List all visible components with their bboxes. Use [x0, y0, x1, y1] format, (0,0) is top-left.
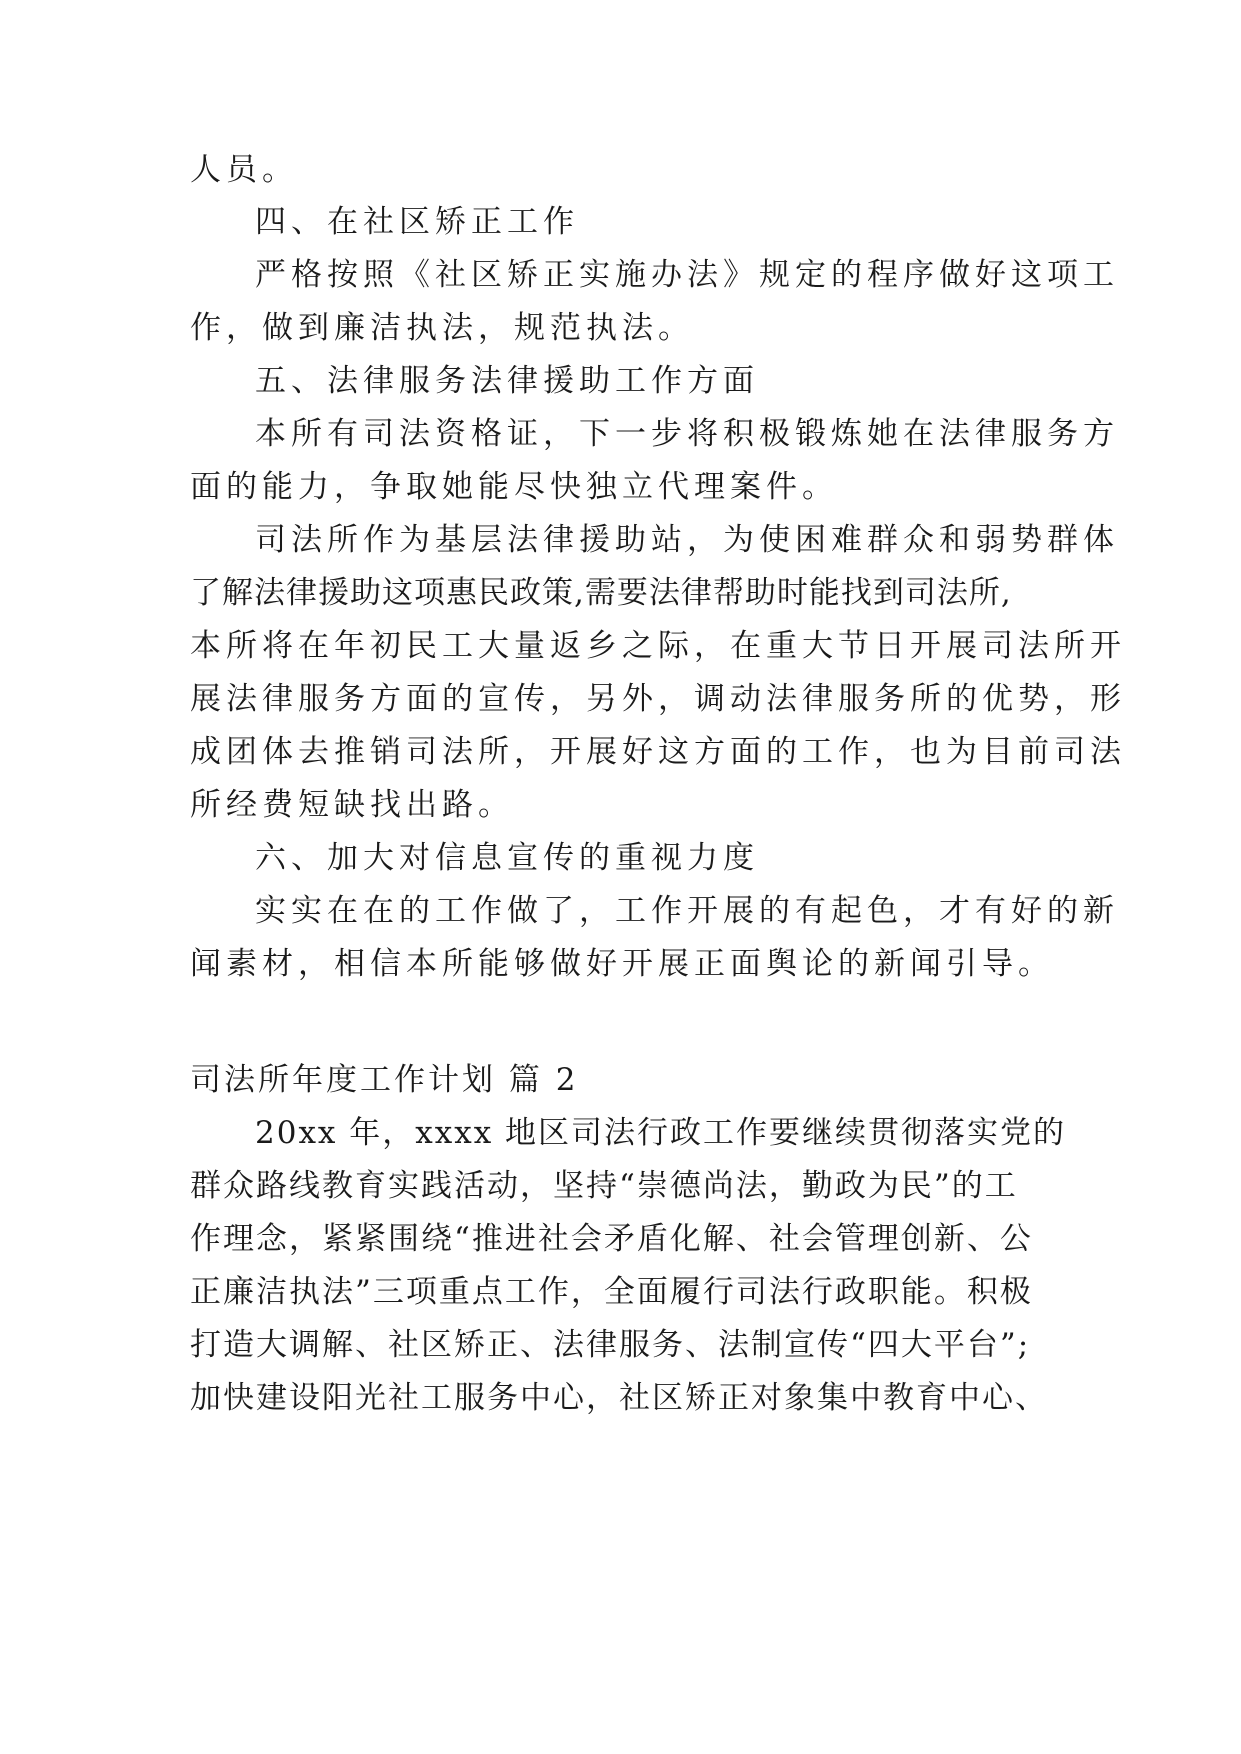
paragraph-line: 正廉洁执法”三项重点工作，全面履行司法行政职能。积极	[190, 1274, 1033, 1310]
paragraph-line: 本所有司法资格证，下一步将积极锻炼她在法律服务方	[255, 416, 1119, 452]
paragraph-line: 实实在在的工作做了，工作开展的有起色，才有好的新	[255, 893, 1119, 929]
paragraph-line: 所经费短缺找出路。	[190, 787, 514, 823]
section-title: 司法所年度工作计划 篇 2	[190, 1062, 579, 1098]
paragraph-line: 司法所作为基层法律援助站，为使困难群众和弱势群体	[255, 522, 1119, 558]
paragraph-line: 作，做到廉洁执法，规范执法。	[190, 310, 694, 346]
paragraph-line: 面的能力，争取她能尽快独立代理案件。	[190, 469, 838, 505]
paragraph-line: 作理念，紧紧围绕“推进社会矛盾化解、社会管理创新、公	[190, 1221, 1033, 1257]
paragraph-line: 加快建设阳光社工服务中心，社区矫正对象集中教育中心、	[190, 1380, 1048, 1416]
paragraph-line: 了解法律援助这项惠民政策,需要法律帮助时能找到司法所,	[190, 575, 1012, 611]
paragraph-line: 本所将在年初民工大量返乡之际，在重大节日开展司法所开	[190, 628, 1126, 664]
paragraph-line: 闻素材，相信本所能够做好开展正面舆论的新闻引导。	[190, 946, 1054, 982]
paragraph-line: 展法律服务方面的宣传，另外，调动法律服务所的优势，形	[190, 681, 1126, 717]
paragraph-line: 严格按照《社区矫正实施办法》规定的程序做好这项工	[255, 257, 1119, 293]
paragraph-line: 人员。	[190, 152, 298, 188]
section-heading-4: 四、在社区矫正工作	[255, 204, 579, 240]
paragraph-line: 20xx 年，xxxx 地区司法行政工作要继续贯彻落实党的	[255, 1115, 1067, 1151]
paragraph-line: 成团体去推销司法所，开展好这方面的工作，也为目前司法	[190, 734, 1126, 770]
section-heading-5: 五、法律服务法律援助工作方面	[255, 363, 759, 399]
paragraph-line: 打造大调解、社区矫正、法律服务、法制宣传“四大平台”;	[190, 1327, 1031, 1363]
paragraph-line: 群众路线教育实践活动，坚持“崇德尚法，勤政为民”的工	[190, 1168, 1018, 1204]
section-heading-6: 六、加大对信息宣传的重视力度	[255, 840, 759, 876]
